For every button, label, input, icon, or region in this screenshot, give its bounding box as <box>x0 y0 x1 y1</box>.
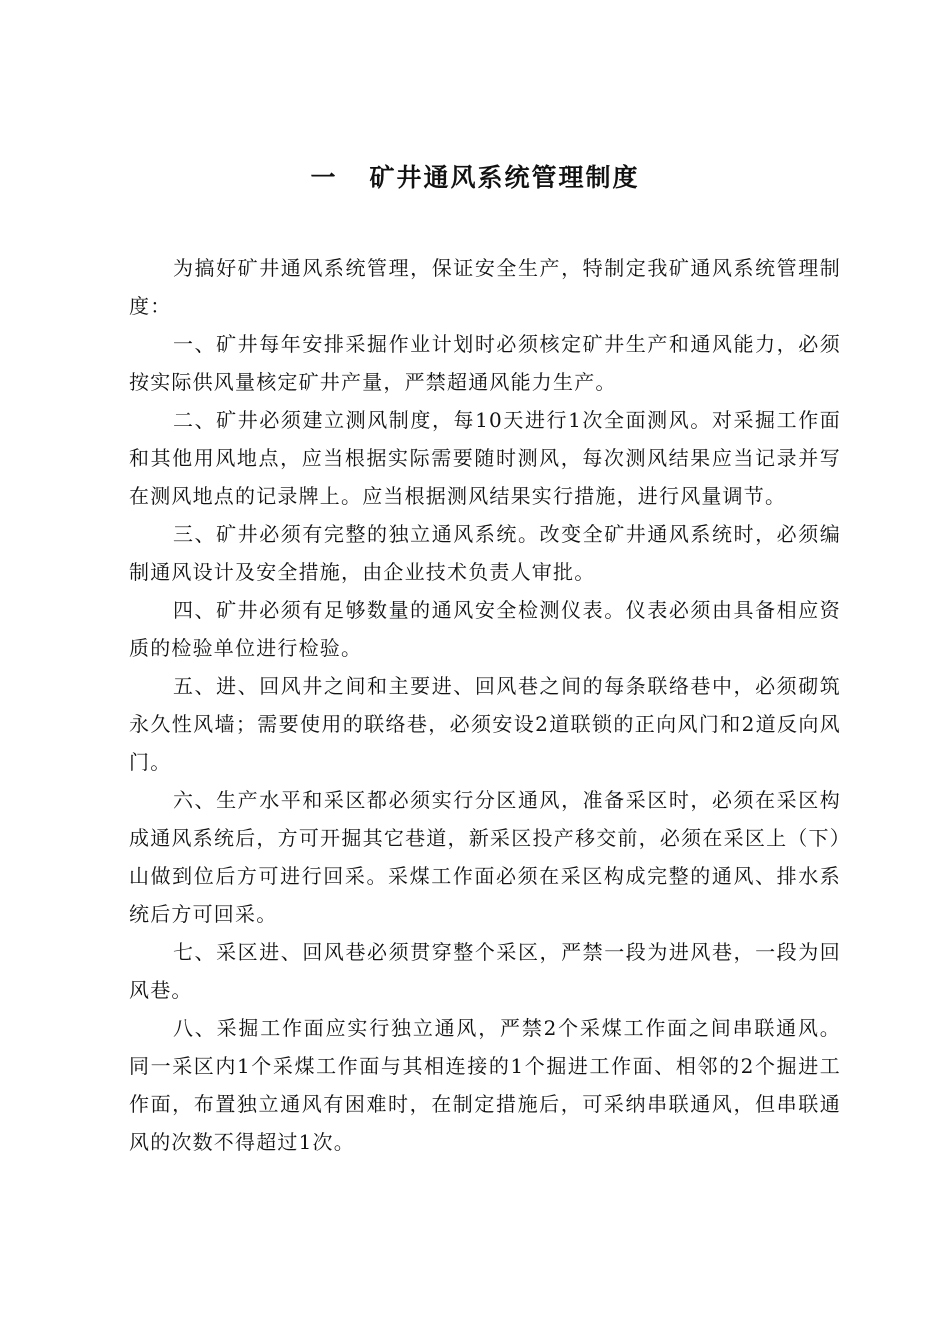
title-text: 矿井通风系统管理制度 <box>369 163 640 192</box>
paragraph-7: 七、采区进、回风巷必须贯穿整个采区，严禁一段为进风巷，一段为回风巷。 <box>129 940 841 1002</box>
document-title <box>0 158 950 198</box>
paragraph-4: 四、矿井必须有足够数量的通风安全检测仪表。仪表必须由具备相应资质的检验单位进行检验。 <box>129 598 841 660</box>
document-body <box>129 249 841 1161</box>
paragraph-6: 六、生产水平和采区都必须实行分区通风，准备采区时，必须在采区构成通风系统后，方可开掘其它巷道，新采区投产移交前，必须在采区上（下）山做到位后方可进行回采。采煤工作面必须在采区构成完整的通风、排水系统后方可回采。 <box>129 788 841 926</box>
paragraph-2: 二、矿井必须建立测风制度，每10天进行1次全面测风。对采掘工作面和其他用风地点，应当根据实际需要随时测风，每次测风结果应当记录并写在测风地点的记录牌上。应当根据测风结果实行措施，进行风量调节。 <box>129 408 841 508</box>
paragraph-1: 一、矿井每年安排采掘作业计划时必须核定矿井生产和通风能力，必须按实际供风量核定矿井产量，严禁超通风能力生产。 <box>129 332 841 394</box>
title-number: 一 <box>310 163 338 192</box>
paragraph-3: 三、矿井必须有完整的独立通风系统。改变全矿井通风系统时，必须编制通风设计及安全措施，由企业技术负责人审批。 <box>129 522 841 584</box>
paragraph-intro: 为搞好矿井通风系统管理，保证安全生产，特制定我矿通风系统管理制度： <box>129 256 841 318</box>
paragraph-8: 八、采掘工作面应实行独立通风，严禁2个采煤工作面之间串联通风。同一采区内1个采煤工作面与其相连接的1个掘进工作面、相邻的2个掘进工作面，布置独立通风有困难时，在制定措施后，可采纳串联通风，但串联通风的次数不得超过1次。 <box>129 1016 841 1154</box>
paragraph-5: 五、进、回风井之间和主要进、回风巷之间的每条联络巷中，必须砌筑永久性风墙；需要使用的联络巷，必须安设2道联锁的正向风门和2道反向风门。 <box>129 674 841 774</box>
